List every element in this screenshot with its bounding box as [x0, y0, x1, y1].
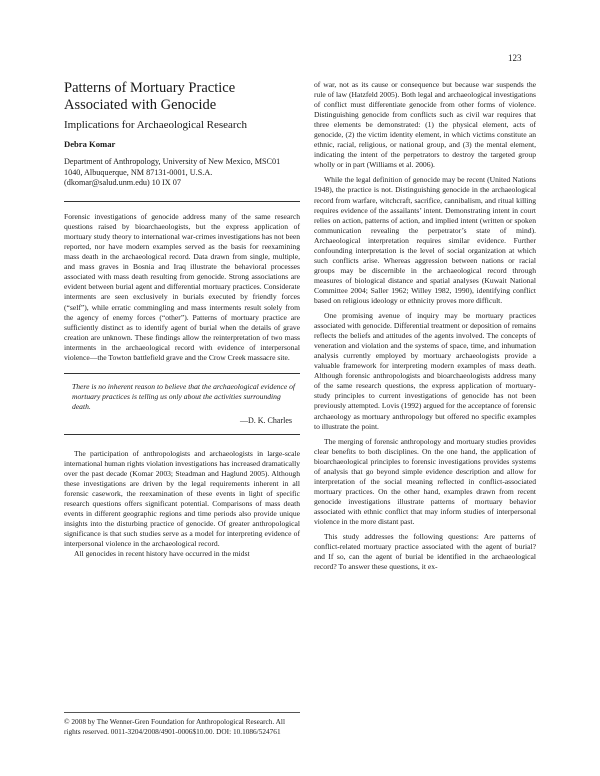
- epigraph-text: There is no inherent reason to believe that the archaeological evidence of mortuary practices is telling us only about the activities surrounding death.: [72, 381, 296, 411]
- author-affiliation: Department of Anthropology, University of New Mexico, MSC01 1040, Albuquerque, NM 87131-0001, U.S.A. (dkomar@salud.unm.edu) 10 IX 07: [64, 157, 281, 188]
- body-paragraph: This study addresses the following questions: Are patterns of conflict-related mortuary practice associated with the agent of burial? and If so, can the agent of burial be identified in the archaeological record? To answer these questions, it ex-: [314, 532, 536, 572]
- article-subtitle: Implications for Archaeological Research: [64, 119, 247, 131]
- page-number: 123: [508, 53, 522, 63]
- body-paragraph: The participation of anthropologists and archaeologists in large-scale international human rights violation investigations has increased dramatically over the past decade (Komar 2003; Steadman and Haglund 2005). Although these investigations are driven by the legal requirements inherent in all forensic casework, the reexamination of these events in light of specific research questions offers significant potential. Comparisons of mass death events in different geographic regions and time periods also provide unique insights into the disturbing practice of genocide. Of greater anthropological significance is that such studies serve as a model for interpreting evidence of interpersonal violence in the archaeological record.: [64, 448, 300, 549]
- abstract-text: Forensic investigations of genocide address many of the same research questions raised by bioarchaeologists, but the express application of mortuary study theory to international war-crimes investigations has not been reported, nor have modern examples served as the basis for reexamining mass death in the archaeological record. Data drawn from single, multiple, and mass graves in Bosnia and Iraq illustrate the behavioral processes associated with mass death resulting from genocide. Strong associations are evident between burial agent and differential mortuary practices. Considerate interments are seen exclusively in burials executed by friendly forces (“self”), while erratic commingling and mass interments result solely from the agency of enemy forces (“other”). Patterns of mortuary practice are sufficiently distinct as to identify agent of burial when the details of grave creation are unknown. These findings allow the reinterpretation of two mass interments in the archaeological record with evidence of interpersonal violence—the Towton battlefield grave and the Crow Creek massacre site.: [64, 212, 300, 362]
- copyright-footer: © 2008 by The Wenner-Gren Foundation for Anthropological Research. All rights reserved. 0011-3204/2008/4901-0006$10.00. DOI: 10.1086/524761: [64, 712, 300, 736]
- article-title: Patterns of Mortuary Practice Associated with Genocide: [64, 80, 236, 113]
- right-column: [314, 80, 536, 572]
- epigraph-attribution: —D. K. Charles: [240, 415, 292, 425]
- body-paragraph: The merging of forensic anthropology and mortuary studies provides clear benefits to both disciplines. On the one hand, the application of bioarchaeological principles to forensic investigations provides systems of analysis that go beyond simple evidence description and allow for interpretation of the social meaning reflected in conflict-associated mortuary practices. On the other hand, examples drawn from recent genocide investigations illustrate patterns of mortuary behavior associated with ethnic conflict that may inform studies of interpersonal violence in the more distant past.: [314, 436, 536, 526]
- body-paragraph: While the legal definition of genocide may be recent (United Nations 1948), the practice is not. Distinguishing genocide in the archaeological record from warfare, witchcraft, sacrifice, cannibalism, and ritual killing requires evidence of the assailants’ intent. Demonstrating intent in court relies on action, patterns of action, and implied intent (written or spoken communication revealing the perpetrator’s state of mind). Archaeological interpretation requires similar evidence. Further confounding interpretation is the level of social organization at which such conflicts arise. Whereas aggression between nations or racial groups may be discernible in the archaeological record through measures of biological distance and spatial analyses (Kuwait National Committee 2004; Saller 1962; Willey 1982, 1990), identifying conflict based on religious ideology or ethnicity proves more difficult.: [314, 175, 536, 305]
- left-column: [64, 80, 300, 559]
- body-paragraph: All genocides in recent history have occurred in the midst: [74, 549, 250, 559]
- epigraph-section: [64, 373, 300, 435]
- body-left: [64, 449, 300, 560]
- author-name: Debra Komar: [64, 139, 116, 149]
- body-paragraph: of war, not as its cause or consequence but because war suspends the rule of law (Hatzfeld 2005). Both legal and archaeological investigations of conflict must differentiate genocide from other forms of violence. Distinguishing genocide from conflicts such as civil war requires that three elements be demonstrated: (1) the physical element, acts of genocide, (2) the victim identity element, in which victims constitute an ethnic, racial, religious, or national group, and (3) the mental element, indicating the intent of the perpetrators to destroy the targeted group wholly or in part (Williams et al. 2006).: [314, 80, 536, 170]
- body-paragraph: One promising avenue of inquiry may be mortuary practices associated with genocide. Differential treatment or deposition of remains reflects the beliefs and attitudes of the agents involved. The concepts of veneration and violation and the systems of space, time, and inhumation analysis currently employed by mortuary archaeologists provide a valuable framework for interpreting modern examples of mass death. Although forensic anthropologists and bioarchaeologists address many of the same research questions, the express application of mortuary-study principles to current investigations of genocide has not been previously attempted. Lovis (1992) argued for the acceptance of forensic archaeology as mortuary anthropology but offered no specific examples to illustrate the point.: [314, 311, 536, 431]
- abstract-section: [64, 201, 300, 363]
